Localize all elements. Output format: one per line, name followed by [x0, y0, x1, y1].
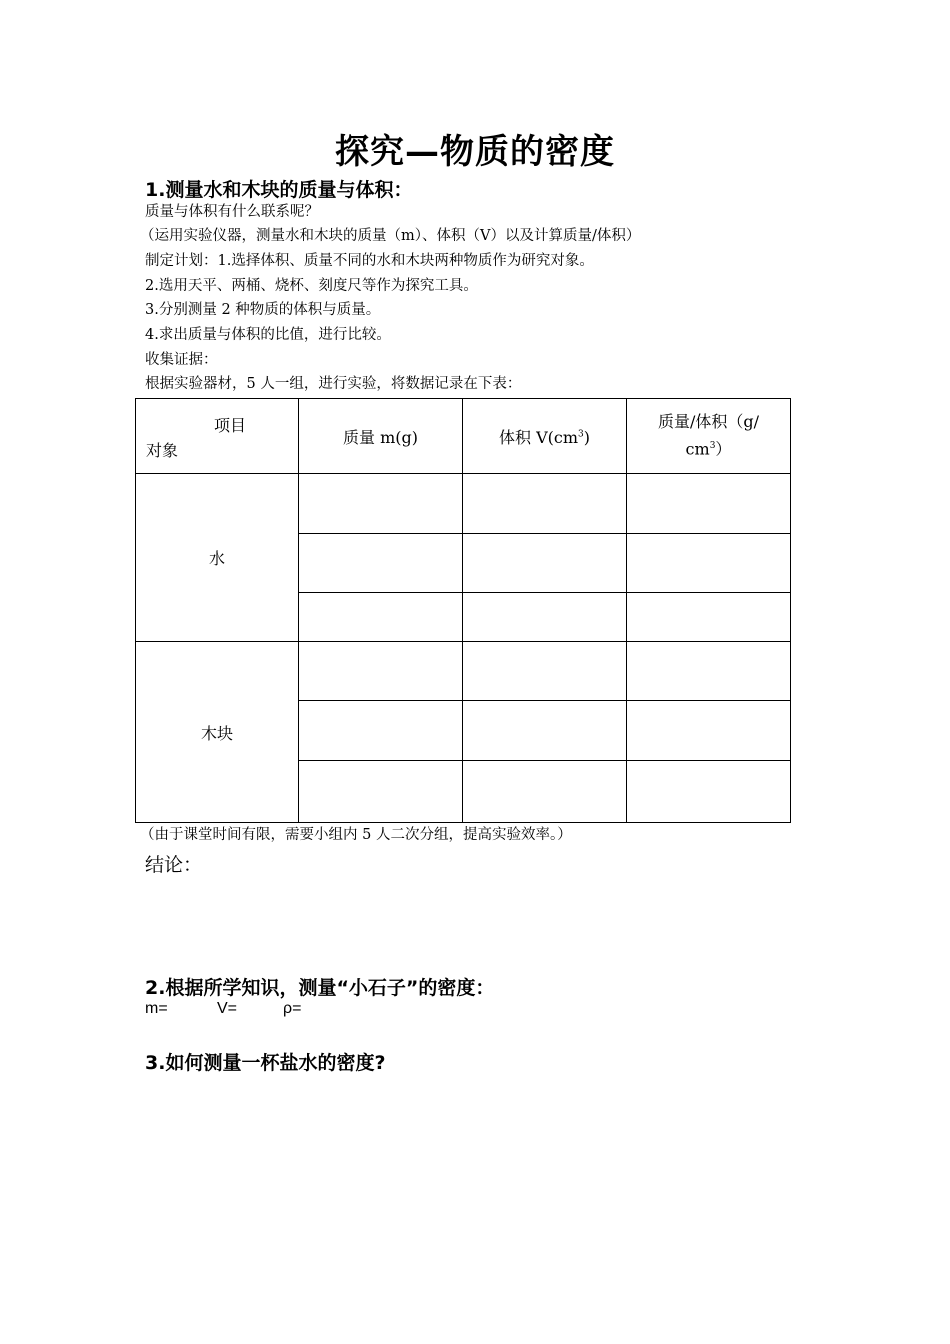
header-object-label: 对象 — [146, 441, 179, 460]
header-mass: 质量 m(g) — [299, 399, 463, 474]
page-title: 探究—物质的密度 — [335, 132, 615, 172]
header-item-label: 项目 — [214, 416, 247, 435]
cell-wood-ratio-1[interactable] — [627, 642, 791, 701]
intro-instruction: （运用实验仪器，测量水和木块的质量（m）、体积（V）以及计算质量/体积） — [140, 228, 641, 244]
header-ratio-line2 — [627, 434, 790, 461]
cell-wood-mass-3[interactable] — [299, 761, 463, 823]
cell-water-mass-2[interactable] — [299, 534, 463, 593]
table-header-row — [136, 399, 791, 474]
section2-heading: 2.根据所学知识，测量“小石子”的密度： — [145, 977, 495, 999]
conclusion-label: 结论： — [145, 854, 203, 876]
header-volume-sup: 3 — [578, 429, 584, 440]
collect-evidence-label: 收集证据： — [145, 352, 218, 368]
object-water: 水 — [136, 474, 299, 642]
mass-label: m= — [145, 1000, 168, 1017]
plan-step-4: 4.求出质量与体积的比值，进行比较。 — [145, 327, 391, 343]
cell-wood-ratio-3[interactable] — [627, 761, 791, 823]
table-instruction: 根据实验器材，5 人一组，进行实验，将数据记录在下表： — [145, 376, 522, 392]
cell-wood-volume-2[interactable] — [463, 701, 627, 761]
table-note: （由于课堂时间有限，需要小组内 5 人二次分组，提高实验效率。） — [140, 827, 572, 843]
cell-water-volume-2[interactable] — [463, 534, 627, 593]
header-volume — [463, 399, 627, 474]
cell-water-ratio-1[interactable] — [627, 474, 791, 534]
cell-wood-volume-1[interactable] — [463, 642, 627, 701]
header-ratio-unit: cm — [685, 439, 710, 459]
volume-label: V= — [217, 1000, 238, 1017]
cell-water-volume-3[interactable] — [463, 593, 627, 642]
cell-water-volume-1[interactable] — [463, 474, 627, 534]
cell-wood-mass-1[interactable] — [299, 642, 463, 701]
plan-step-3: 3.分别测量 2 种物质的体积与质量。 — [145, 302, 381, 318]
intro-question: 质量与体积有什么联系呢？ — [145, 204, 319, 220]
header-ratio-sup: 3 — [709, 441, 716, 452]
density-formula-line — [145, 1000, 301, 1018]
header-ratio-line1: 质量/体积（g/ — [657, 412, 760, 432]
header-volume-text: 体积 V(cm — [498, 427, 579, 447]
cell-water-mass-1[interactable] — [299, 474, 463, 534]
section3-heading: 3.如何测量一杯盐水的密度? — [145, 1052, 386, 1074]
header-ratio-close: ） — [715, 439, 732, 459]
table-row — [136, 642, 791, 701]
table-row — [136, 474, 791, 534]
cell-wood-volume-3[interactable] — [463, 761, 627, 823]
header-item-object-cell — [136, 399, 299, 474]
density-label: ρ= — [283, 1000, 302, 1017]
cell-wood-ratio-2[interactable] — [627, 701, 791, 761]
plan-step-2: 2.选用天平、两桶、烧杯、刻度尺等作为探究工具。 — [145, 278, 478, 294]
cell-wood-mass-2[interactable] — [299, 701, 463, 761]
header-volume-close: ) — [583, 427, 590, 447]
header-ratio — [627, 399, 791, 474]
cell-water-ratio-3[interactable] — [627, 593, 791, 642]
data-table — [135, 398, 791, 823]
cell-water-mass-3[interactable] — [299, 593, 463, 642]
object-wood: 木块 — [136, 642, 299, 823]
cell-water-ratio-2[interactable] — [627, 534, 791, 593]
section1-heading: 1.测量水和木块的质量与体积： — [145, 179, 413, 201]
plan-step-1: 制定计划：1.选择体积、质量不同的水和木块两种物质作为研究对象。 — [145, 253, 594, 269]
